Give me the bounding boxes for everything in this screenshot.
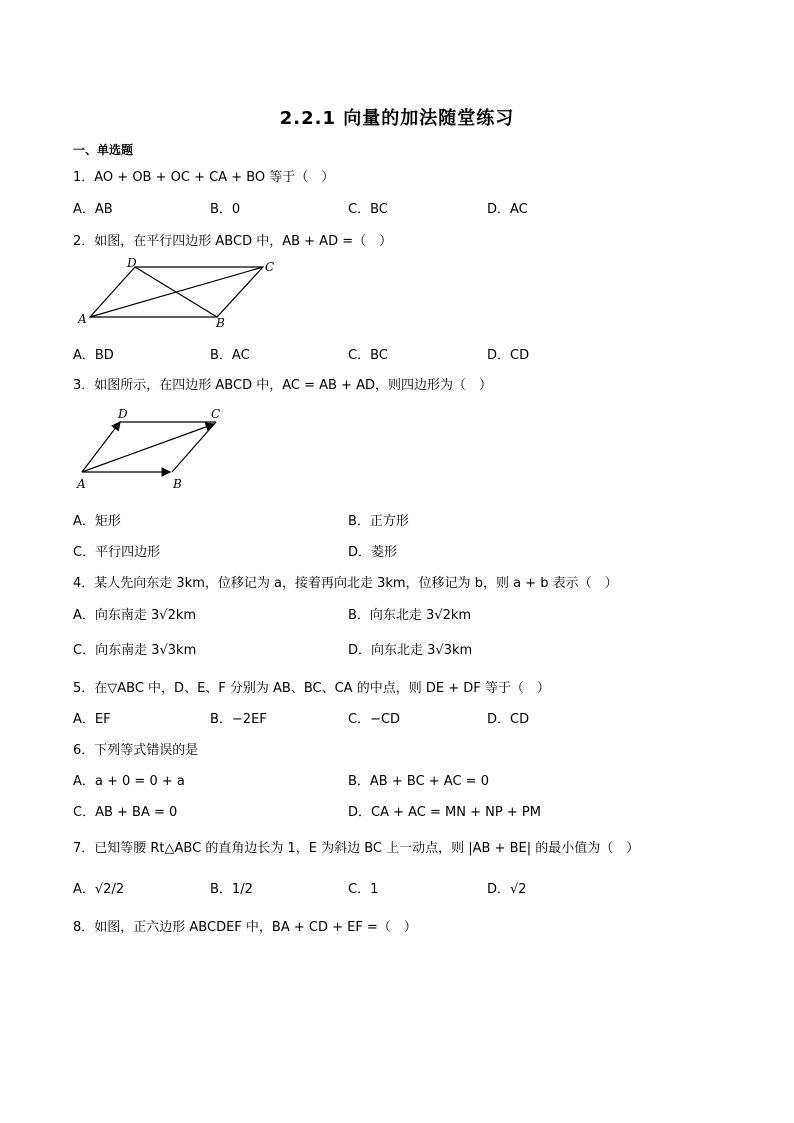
q2-label-a: A bbox=[78, 312, 87, 326]
q5-option-a: A．EF bbox=[73, 712, 111, 727]
question-6: 6．下列等式错误的是 bbox=[73, 743, 199, 758]
q7-option-a: A．√2/2 bbox=[73, 882, 125, 897]
question-3: 3．如图所示，在四边形 ABCD 中，AC = AB + AD，则四边形为（ ） bbox=[73, 378, 492, 393]
q6-option-a: A．a + 0 = 0 + a bbox=[73, 774, 185, 789]
q4-option-d: D．向东北走 3√3km bbox=[348, 643, 473, 658]
q1-option-a: A．AB bbox=[73, 202, 113, 217]
question-4: 4．某人先向东走 3km，位移记为 a，接着再向北走 3km，位移记为 b，则 a + b 表示（ ） bbox=[73, 576, 618, 591]
q3-option-c: C．平行四边形 bbox=[73, 545, 161, 560]
q2-option-c: C．BC bbox=[348, 348, 388, 363]
q2-label-c: C bbox=[265, 260, 275, 274]
q1-option-d: D．AC bbox=[487, 202, 528, 217]
q2-option-b: B．AC bbox=[210, 348, 250, 363]
q3-label-d: D bbox=[118, 407, 128, 421]
q3-option-a: A．矩形 bbox=[73, 514, 121, 529]
question-1: 1．AO + OB + OC + CA + BO 等于（ ） bbox=[73, 170, 335, 185]
q2-option-a: A．BD bbox=[73, 348, 114, 363]
q2-label-d: D bbox=[127, 256, 137, 270]
q3-label-a: A bbox=[77, 477, 86, 491]
q6-option-b: B．AB + BC + AC = 0 bbox=[348, 774, 489, 789]
q3-option-d: D．菱形 bbox=[348, 545, 398, 560]
q1-option-c: C．BC bbox=[348, 202, 388, 217]
page-title: 2.2.1 向量的加法随堂练习 bbox=[279, 108, 515, 129]
question-7: 7．已知等腰 Rt△ABC 的直角边长为 1，E 为斜边 BC 上一动点，则 |AB + BE| 的最小值为（ ） bbox=[73, 841, 640, 856]
q5-option-b: B．−2EF bbox=[210, 712, 267, 727]
question-2: 2．如图，在平行四边形 ABCD 中，AB + AD =（ ） bbox=[73, 234, 393, 249]
q4-option-b: B．向东北走 3√2km bbox=[348, 608, 472, 623]
q6-option-c: C．AB + BA = 0 bbox=[73, 805, 178, 820]
parallelogram-figure-q2 bbox=[75, 255, 285, 330]
q5-option-d: D．CD bbox=[487, 712, 530, 727]
q5-option-c: C．−CD bbox=[348, 712, 401, 727]
q2-option-d: D．CD bbox=[487, 348, 530, 363]
q2-label-b: B bbox=[216, 316, 225, 330]
q1-option-b: B．0 bbox=[210, 202, 241, 217]
q6-option-d: D．CA + AC = MN + NP + PM bbox=[348, 805, 541, 820]
quadrilateral-figure-q3 bbox=[72, 402, 242, 494]
q7-option-d: D．√2 bbox=[487, 882, 527, 897]
q4-option-c: C．向东南走 3√3km bbox=[73, 643, 197, 658]
q3-label-b: B bbox=[173, 477, 182, 491]
q7-option-b: B．1/2 bbox=[210, 882, 253, 897]
question-5: 5．在▽ABC 中，D、E、F 分别为 AB、BC、CA 的中点，则 DE + DF 等于（ ） bbox=[73, 681, 550, 696]
section-heading: 一、单选题 bbox=[73, 143, 134, 157]
q7-option-c: C．1 bbox=[348, 882, 379, 897]
question-8: 8．如图，正六边形 ABCDEF 中，BA + CD + EF =（ ） bbox=[73, 920, 417, 935]
q4-option-a: A．向东南走 3√2km bbox=[73, 608, 197, 623]
q3-label-c: C bbox=[211, 407, 221, 421]
q3-option-b: B．正方形 bbox=[348, 514, 409, 529]
